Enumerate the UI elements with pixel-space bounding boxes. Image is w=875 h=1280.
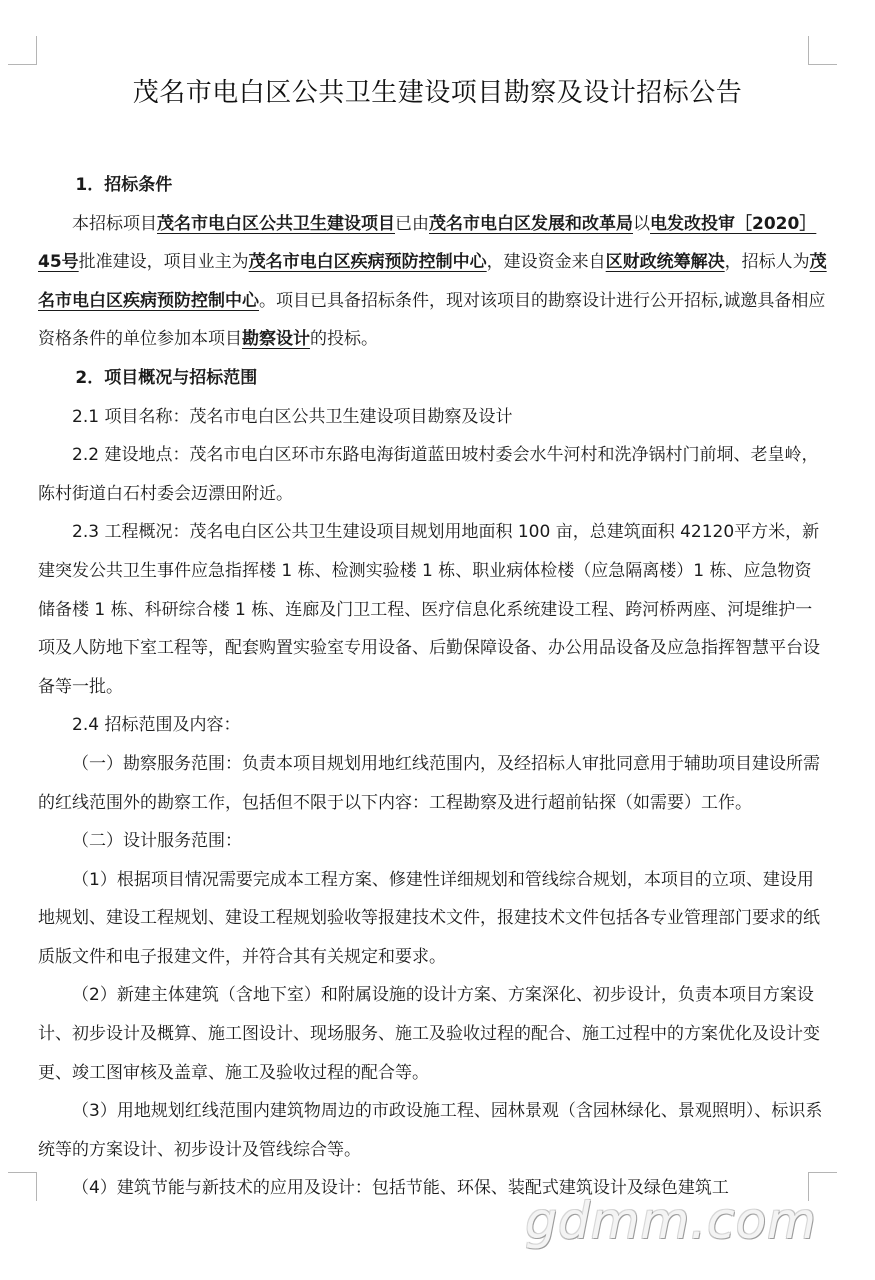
project-owner-underlined: 茂名市电白区疾病预防控制中心 [248, 252, 487, 273]
document-title: 茂名市电白区公共卫生建设项目勘察及设计招标公告 [132, 78, 743, 108]
crop-mark-top-right [808, 36, 837, 65]
approval-document-number: 电发改投审［2020］45号 [38, 213, 817, 273]
paragraph-2-2: 2.2 建设地点：茂名市电白区环市东路电海街道蓝田坡村委会水牛河村和洗净锅村门前垌、老皇岭，陈村街道白石村委会迈漂田附近。 [38, 445, 819, 504]
crop-mark-bottom-left [8, 1172, 37, 1201]
section-heading-2: 2．项目概况与招标范围 [75, 367, 258, 388]
paragraph-survey-scope: （一）勘察服务范围：负责本项目规划用地红线范围内，及经招标人审批同意用于辅助项目建设所需的红线范围外的勘察工作，包括但不限于以下内容：工程勘察及进行超前钻探（如需要）工作。 [38, 753, 820, 813]
paragraph-design-item-4: （4）建筑节能与新技术的应用及设计：包括节能、环保、装配式建筑设计及绿色建筑工 [72, 1178, 729, 1199]
site-watermark: gdmm.com [525, 1192, 817, 1250]
document-body [38, 166, 828, 1208]
paragraph-design-item-2: （2）新建主体建筑（含地下室）和附属设施的设计方案、方案深化、初步设计，负责本项目方案设计、初步设计及概算、施工图设计、现场服务、施工及验收过程的配合、施工过程中的方案优化及设计变更、竣工图审核及盖章、施工及验收过程的配合等。 [38, 985, 820, 1083]
paragraph-design-scope-heading: （二）设计服务范围： [72, 831, 242, 852]
approval-authority-underlined: 茂名市电白区发展和改革局 [429, 213, 633, 234]
section-heading-1: 1．招标条件 [75, 175, 173, 195]
project-name-underlined: 茂名市电白区公共卫生建设项目 [157, 213, 395, 234]
paragraph-2-1: 2.1 项目名称：茂名市电白区公共卫生建设项目勘察及设计 [72, 406, 513, 427]
crop-mark-top-left [8, 36, 37, 65]
paragraph-bidding-conditions: 本招标项目茂名市电白区公共卫生建设项目已由茂名市电白区发展和改革局以电发改投审［2020］45号批准建设，项目业主为茂名市电白区疾病预防控制中心，建设资金来自区财政统筹解决，招标人为茂名市电白区疾病预防控制中心。项目已具备招标条件，现对该项目的勘察设计进行公开招标,诚邀具备相应资格条件的单位参加本项目勘察设计的投标。 [38, 213, 827, 350]
bid-item-underlined: 勘察设计 [242, 329, 310, 350]
paragraph-design-item-1: （1）根据项目情况需要完成本工程方案、修建性详细规划和管线综合规划，本项目的立项、建设用地规划、建设工程规划、建设工程规划验收等报建技术文件，报建技术文件包括各专业管理部门要求的纸质版文件和电子报建文件，并符合其有关规定和要求。 [38, 869, 820, 967]
tenderer-underlined: 茂名市电白区疾病预防控制中心 [38, 252, 827, 311]
paragraph-2-4: 2.4 招标范围及内容： [72, 715, 241, 736]
paragraph-2-3: 2.3 工程概况：茂名电白区公共卫生建设项目规划用地面积 100 亩，总建筑面积 42120平方米，新建突发公共卫生事件应急指挥楼 1 栋、检测实验楼 1 栋、职业病体检楼（应急隔离楼）1 栋、应急物资储备楼 1 栋、科研综合楼 1 栋、连廊及门卫工程、医疗信息化系统建设工程、跨河桥两座、河堤维护一项及人防地下室工程等，配套购置实验室专用设备、后勤保障设备、办公用品设备及应急指挥智慧平台设备等一批。 [38, 522, 820, 697]
paragraph-design-item-3: （3）用地规划红线范围内建筑物周边的市政设施工程、园林景观（含园林绿化、景观照明）、标识系统等的方案设计、初步设计及管线综合等。 [38, 1101, 823, 1160]
funding-source-underlined: 区财政统筹解决 [605, 252, 725, 273]
